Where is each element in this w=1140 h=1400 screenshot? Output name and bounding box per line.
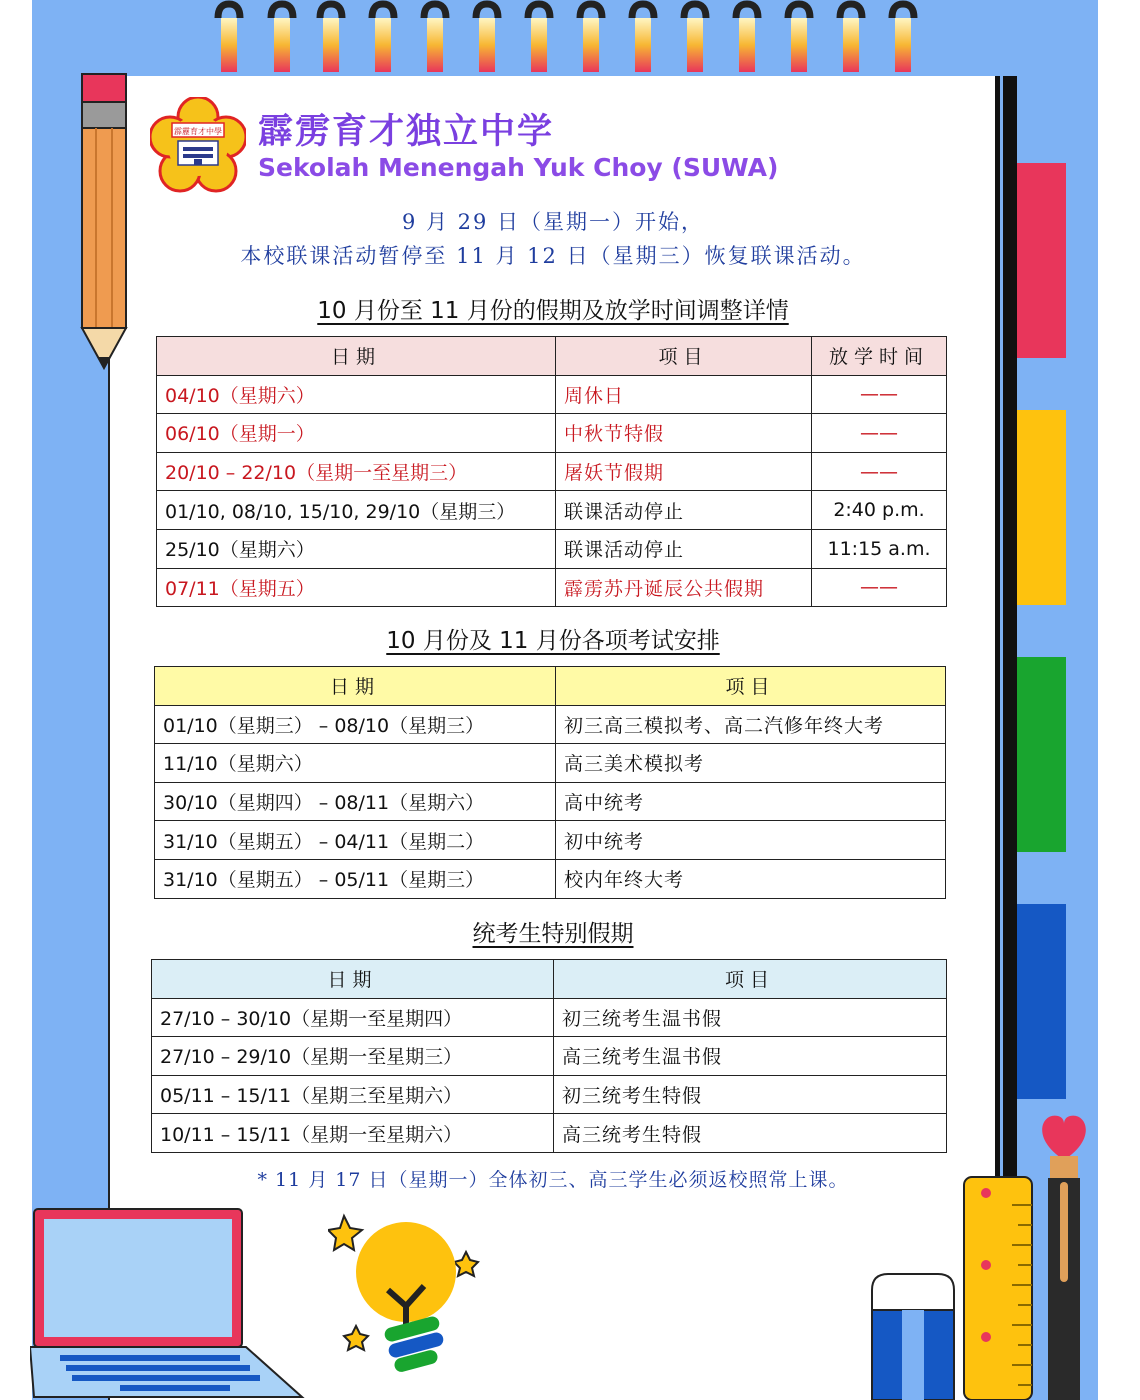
notebook-ring-icon	[314, 0, 348, 72]
item-cell: 屠妖节假期	[556, 452, 812, 491]
notebook-ring-icon	[212, 0, 246, 72]
lightbulb-icon	[328, 1210, 488, 1380]
notice-line-2: 本校联课活动暂停至 11 月 12 日（星期三）恢复联课活动。	[240, 244, 866, 268]
table-row	[157, 491, 947, 530]
date-cell: 31/10（星期五） – 04/11（星期二）	[155, 821, 556, 860]
time-cell: 2:40 p.m.	[812, 491, 947, 530]
table-row	[155, 705, 946, 744]
table-row	[152, 1075, 947, 1114]
header-date: 日期	[155, 667, 556, 706]
table-row	[155, 782, 946, 821]
date-cell: 07/11（星期五）	[157, 568, 556, 607]
header-time: 放学时间	[812, 337, 947, 376]
item-cell: 高中统考	[556, 782, 946, 821]
date-cell: 04/10（星期六）	[157, 375, 556, 414]
table-row	[157, 452, 947, 491]
tab-blue	[1016, 904, 1066, 1099]
notebook-ring-icon	[678, 0, 712, 72]
notebook-ring-icon	[886, 0, 920, 72]
eraser-icon	[868, 1272, 958, 1400]
date-cell: 27/10 – 30/10（星期一至星期四）	[152, 998, 554, 1037]
table-row	[157, 568, 947, 607]
date-cell: 01/10（星期三） – 08/10（星期三）	[155, 705, 556, 744]
item-cell: 高三统考生温书假	[554, 1037, 947, 1076]
holiday-section-title: 10 月份至 11 月份的假期及放学时间调整详情	[317, 298, 789, 324]
header-date: 日期	[152, 960, 554, 999]
table-row	[155, 859, 946, 898]
item-cell: 联课活动停止	[556, 529, 812, 568]
date-cell: 27/10 – 29/10（星期一至星期三）	[152, 1037, 554, 1076]
exam-table	[154, 666, 946, 899]
header-item: 项目	[554, 960, 947, 999]
date-cell: 05/11 – 15/11（星期三至星期六）	[152, 1075, 554, 1114]
table-row	[157, 414, 947, 453]
date-cell: 06/10（星期一）	[157, 414, 556, 453]
table-row	[152, 1114, 947, 1153]
date-cell: 11/10（星期六）	[155, 744, 556, 783]
notebook-ring-icon	[470, 0, 504, 72]
notebook-ring-icon	[626, 0, 660, 72]
table-row	[157, 375, 947, 414]
item-cell: 校内年终大考	[556, 859, 946, 898]
exam-section-title: 10 月份及 11 月份各项考试安排	[386, 628, 720, 654]
item-cell: 霹雳苏丹诞辰公共假期	[556, 568, 812, 607]
ruler-icon	[962, 1175, 1034, 1400]
item-cell: 周休日	[556, 375, 812, 414]
notebook-ring-icon	[574, 0, 608, 72]
logo-text: 霹靂育才中學	[174, 127, 222, 136]
time-cell: ——	[812, 375, 947, 414]
school-crest-icon	[150, 97, 246, 193]
notebook-ring-icon	[522, 0, 556, 72]
header-item: 项目	[556, 337, 812, 376]
date-cell: 30/10（星期四） – 08/11（星期六）	[155, 782, 556, 821]
laptop-icon	[30, 1205, 310, 1400]
item-cell: 高三美术模拟考	[556, 744, 946, 783]
item-cell: 初中统考	[556, 821, 946, 860]
footnote: * 11 月 17 日（星期一）全体初三、高三学生必须返校照常上课。	[257, 1169, 849, 1191]
notebook-ring-icon	[834, 0, 868, 72]
school-name-en: Sekolah Menengah Yuk Choy (SUWA)	[258, 153, 779, 182]
table-row	[155, 821, 946, 860]
notice-line-1: 9 月 29 日（星期一）开始，	[401, 210, 705, 234]
notebook-ring-icon	[265, 0, 299, 72]
date-cell: 01/10, 08/10, 15/10, 29/10（星期三）	[157, 491, 556, 530]
tab-green	[1016, 657, 1066, 852]
date-cell: 25/10（星期六）	[157, 529, 556, 568]
notebook-ring-icon	[418, 0, 452, 72]
special-table	[151, 959, 947, 1153]
item-cell: 联课活动停止	[556, 491, 812, 530]
table-row	[152, 998, 947, 1037]
school-name-cn: 霹雳育才独立中学	[258, 112, 555, 152]
table-header-row	[152, 960, 947, 999]
time-cell: ——	[812, 568, 947, 607]
notebook-ring-icon	[366, 0, 400, 72]
date-cell: 31/10（星期五） – 05/11（星期三）	[155, 859, 556, 898]
brush-icon	[1036, 1112, 1096, 1400]
heart-icon	[1042, 1116, 1086, 1160]
item-cell: 中秋节特假	[556, 414, 812, 453]
date-cell: 10/11 – 15/11（星期一至星期六）	[152, 1114, 554, 1153]
holiday-table	[156, 336, 947, 607]
special-section-title: 统考生特别假期	[472, 921, 634, 947]
header-item: 项目	[556, 667, 946, 706]
table-row	[152, 1037, 947, 1076]
item-cell: 高三统考生特假	[554, 1114, 947, 1153]
time-cell: ——	[812, 414, 947, 453]
item-cell: 初三高三模拟考、高二汽修年终大考	[556, 705, 946, 744]
table-row	[155, 744, 946, 783]
time-cell: 11:15 a.m.	[812, 529, 947, 568]
tab-yellow	[1016, 410, 1066, 605]
date-cell: 20/10 – 22/10（星期一至星期三）	[157, 452, 556, 491]
item-cell: 初三统考生温书假	[554, 998, 947, 1037]
table-row	[157, 529, 947, 568]
notebook-ring-icon	[730, 0, 764, 72]
tab-red	[1016, 163, 1066, 358]
item-cell: 初三统考生特假	[554, 1075, 947, 1114]
table-header-row	[157, 337, 947, 376]
time-cell: ——	[812, 452, 947, 491]
notebook-ring-icon	[782, 0, 816, 72]
table-header-row	[155, 667, 946, 706]
header-date: 日期	[157, 337, 556, 376]
